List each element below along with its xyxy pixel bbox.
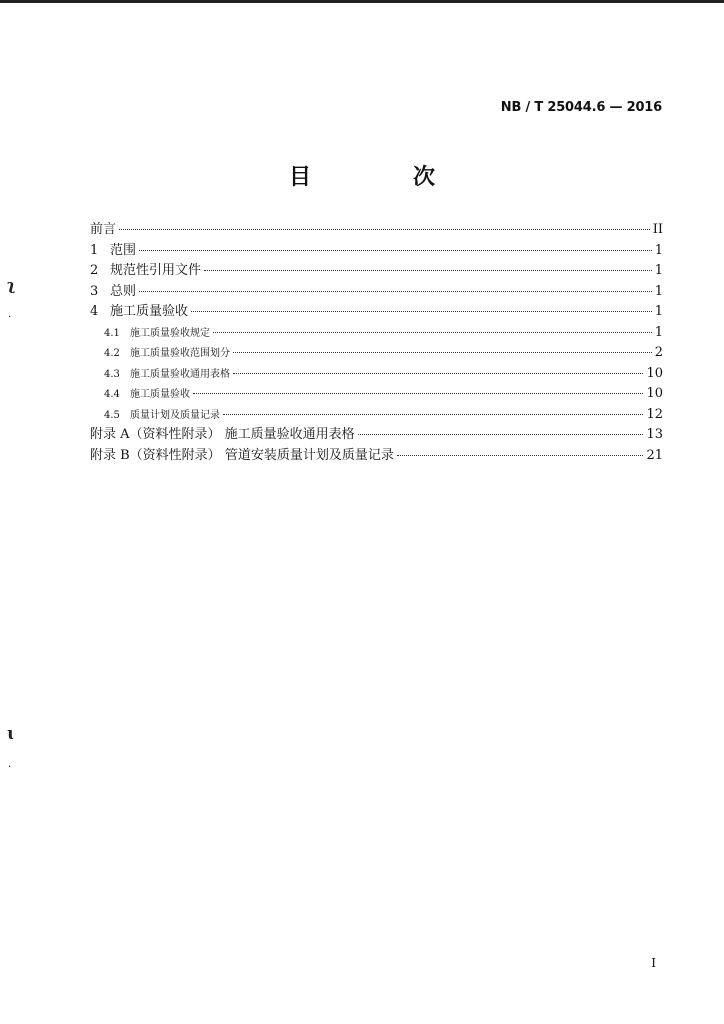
toc-entry-page: 1 xyxy=(654,324,663,340)
toc-entry-page: 2 xyxy=(654,345,663,360)
toc-entry-page: 10 xyxy=(646,365,663,381)
toc-entry-title: 规范性引用文件 xyxy=(110,263,202,278)
toc-entry-4-3[interactable] xyxy=(90,364,663,385)
toc-entry-number: 1 xyxy=(90,242,99,258)
toc-entry-appendix-a[interactable] xyxy=(90,425,663,446)
toc-entry-page: 10 xyxy=(646,386,663,401)
toc-entry-number: 4.2 xyxy=(104,348,120,359)
page-title: 目 次 xyxy=(288,165,475,190)
dot-leader xyxy=(358,434,644,435)
toc-entry-number: 4.1 xyxy=(104,327,120,339)
toc-entry-title: 附录 B（资料性附录） 管道安装质量计划及质量记录 xyxy=(90,447,394,463)
toc-entry-title: 质量计划及质量记录 xyxy=(130,409,220,421)
toc-entry-title: 施工质量验收通用表格 xyxy=(130,368,230,380)
toc-entry-page: 1 xyxy=(654,304,663,319)
toc-entry-title: 施工质量验收范围划分 xyxy=(130,348,230,359)
scan-dot-mark: · xyxy=(8,312,12,323)
toc-entry-4-1[interactable] xyxy=(90,323,663,344)
toc-entry-4-5[interactable] xyxy=(90,405,663,426)
page-number: I xyxy=(651,956,656,970)
toc-entry-title: 范围 xyxy=(110,242,137,258)
toc-entry-number: 4 xyxy=(90,304,99,319)
toc-entry-number: 4.4 xyxy=(104,389,120,400)
toc-entry-2[interactable] xyxy=(90,261,663,282)
toc-entry-title: 施工质量验收 xyxy=(110,304,189,319)
table-of-contents xyxy=(90,220,663,466)
toc-entry-page: II xyxy=(652,222,663,237)
toc-entry-title: 总则 xyxy=(110,283,137,299)
toc-entry-page: 1 xyxy=(654,263,663,278)
dot-leader xyxy=(139,291,652,292)
toc-entry-page: 12 xyxy=(646,406,663,422)
toc-entry-3[interactable] xyxy=(90,282,663,303)
dot-leader xyxy=(119,229,650,230)
dot-leader xyxy=(223,414,643,415)
toc-entry-4[interactable] xyxy=(90,302,663,323)
toc-entry-foreword[interactable] xyxy=(90,220,663,241)
toc-entry-title: 施工质量验收 xyxy=(130,389,190,400)
dot-leader xyxy=(213,332,652,333)
toc-entry-number: 4.5 xyxy=(104,409,120,421)
toc-entry-title: 前言 xyxy=(90,222,117,237)
toc-entry-page: 13 xyxy=(646,427,663,442)
toc-entry-appendix-b[interactable] xyxy=(90,446,663,467)
toc-entry-page: 21 xyxy=(646,447,663,463)
dot-leader xyxy=(204,270,652,271)
toc-entry-title: 施工质量验收规定 xyxy=(130,327,210,339)
dot-leader xyxy=(139,250,652,251)
toc-entry-4-4[interactable] xyxy=(90,384,663,405)
dot-leader xyxy=(191,311,652,312)
dot-leader xyxy=(233,352,652,353)
toc-entry-number: 2 xyxy=(90,263,99,278)
toc-entry-number: 4.3 xyxy=(104,368,120,380)
standard-code: NB / T 25044.6 — 2016 xyxy=(500,100,662,115)
toc-entry-1[interactable] xyxy=(90,241,663,262)
binding-hole-mark: ʅ xyxy=(7,276,16,294)
top-border-rule xyxy=(0,0,724,3)
dot-leader xyxy=(397,455,644,456)
toc-entry-page: 1 xyxy=(654,242,663,258)
binding-hole-mark: ɩ xyxy=(7,724,14,744)
toc-entry-4-2[interactable] xyxy=(90,343,663,364)
dot-leader xyxy=(193,393,643,394)
toc-entry-page: 1 xyxy=(654,283,663,299)
toc-entry-title: 附录 A（资料性附录） 施工质量验收通用表格 xyxy=(90,427,355,442)
scan-dot-mark: · xyxy=(8,762,12,773)
toc-entry-number: 3 xyxy=(90,283,99,299)
dot-leader xyxy=(233,373,643,374)
